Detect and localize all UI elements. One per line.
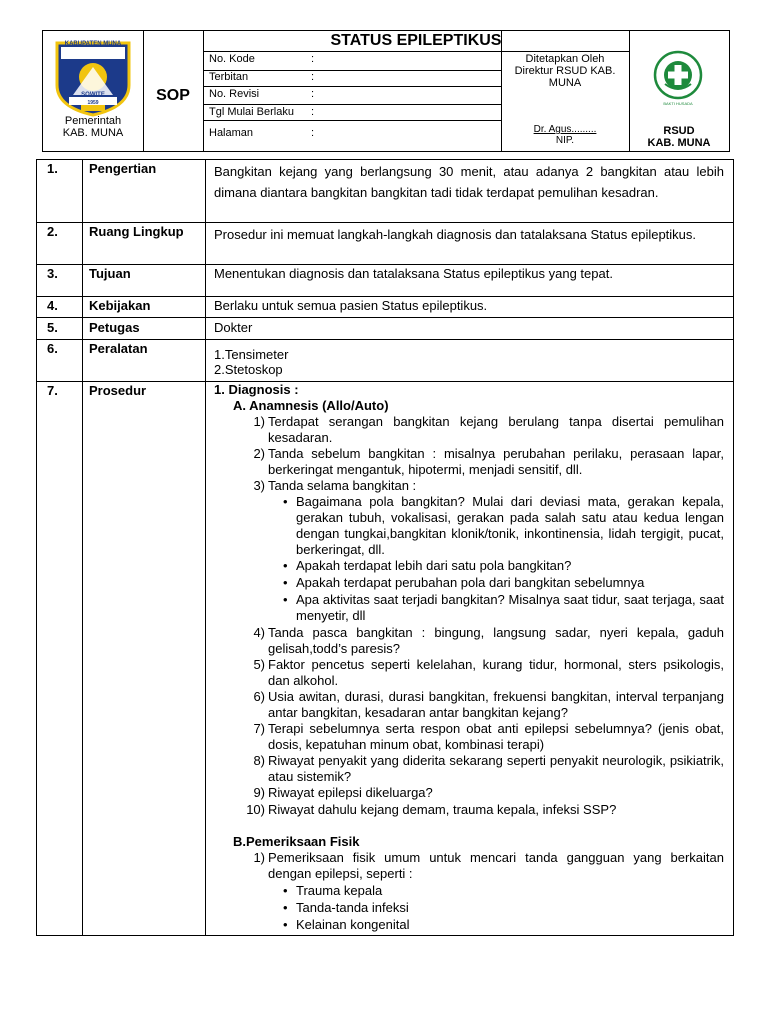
approval-line1: Ditetapkan Oleh — [525, 53, 605, 65]
sop-label: SOP — [156, 87, 190, 104]
row-2-text: Prosedur ini memuat langkah-langkah diagnosis dan tatalaksana Status epileptikus. — [214, 227, 697, 242]
diagnosis-title: 1. Diagnosis : — [214, 382, 299, 397]
anamnesis-num-4: 4) — [253, 625, 265, 640]
anamnesis-item-10: Riwayat dahulu kejang demam, trauma kepala, infeksi SSP? — [268, 802, 617, 817]
anamnesis-sub-2: Apakah terdapat lebih dari satu pola bangkitan? — [296, 558, 572, 573]
bullet-1: • — [283, 494, 288, 509]
fisik-num-1: 1) — [253, 850, 265, 865]
row-1-num: 1. — [47, 161, 58, 176]
rsud-line1: RSUD — [663, 125, 695, 137]
emblem-text-top: KABUPATEN MUNA — [64, 41, 122, 47]
field-no-revisi-label: No. Revisi — [209, 88, 260, 100]
anamnesis-item-6: Usia awitan, durasi, durasi bangkitan, frekuensi bangkitan, interval terpanjang antar bangkitan, kesadaran antar bangkitan kejang? — [268, 689, 724, 720]
row-6-label: Peralatan — [89, 341, 148, 356]
row-4-text: Berlaku untuk semua pasien Status epileptikus. — [214, 298, 488, 313]
anamnesis-item-7: Terapi sebelumnya serta respon obat anti epilepsi sebelumnya? (jenis obat, dosis, kepatuhan minum obat, kombinasi terapi) — [268, 721, 724, 752]
fisik-sub-3: Kelainan kongenital — [296, 917, 410, 932]
sop-header — [42, 30, 730, 152]
row-6-num: 6. — [47, 341, 58, 356]
field-terbitan-sep: : — [311, 71, 315, 83]
bakti-husada-logo — [653, 50, 703, 100]
fisik-item-1: Pemeriksaan fisik umum untuk mencari tanda gangguan yang berkaitan dengan epilepsi, seperti : — [268, 850, 724, 881]
page-title: STATUS EPILEPTIKUS — [330, 32, 502, 49]
row-5-text: Dokter — [214, 320, 253, 335]
row-6-item-2: 2.Stetoskop — [214, 362, 283, 377]
field-terbitan-label: Terbitan — [209, 71, 249, 83]
anamnesis-item-9: Riwayat epilepsi dikeluarga? — [268, 785, 433, 800]
fisik-bullet-3: • — [283, 917, 288, 932]
field-halaman-label: Halaman — [209, 127, 254, 139]
org-line2: KAB. MUNA — [62, 127, 124, 139]
bullet-2: • — [283, 558, 288, 573]
anamnesis-sub-1: Bagaimana pola bangkitan? Mulai dari deviasi mata, gerakan kepala, gerakan tubuh, vokalisasi, gerakan pada salah satu atau kedua lengan dengan tungkai,bangkitan klonik/tonik, inkontinensia, lidah tergigit, pucat, berkeringat, dll. — [296, 494, 724, 557]
row-7-num: 7. — [47, 383, 58, 398]
fisik-sub-1: Trauma kepala — [296, 883, 383, 898]
fisik-bullet-2: • — [283, 900, 288, 915]
bullet-4: • — [283, 592, 288, 607]
anamnesis-num-3: 3) — [253, 478, 265, 493]
anamnesis-num-9: 9) — [253, 785, 265, 800]
field-no-kode-sep: : — [311, 53, 315, 65]
signer-name: Dr. Agus......... — [533, 124, 597, 135]
row-2-num: 2. — [47, 224, 58, 239]
bullet-3: • — [283, 575, 288, 590]
anamnesis-sub-3: Apakah terdapat perubahan pola dari bangkitan sebelumnya — [296, 575, 645, 590]
fisik-bullet-1: • — [283, 883, 288, 898]
signer-nip: NIP. — [555, 135, 575, 146]
row-4-label: Kebijakan — [89, 298, 151, 313]
row-7-label: Prosedur — [89, 383, 147, 398]
emblem-year: 1959 — [87, 100, 99, 106]
anamnesis-title: A. Anamnesis (Allo/Auto) — [233, 398, 389, 413]
row-3-num: 3. — [47, 266, 58, 281]
fisik-title: B.Pemeriksaan Fisik — [233, 834, 360, 849]
anamnesis-num-5: 5) — [253, 657, 265, 672]
anamnesis-item-2: Tanda sebelum bangkitan : misalnya perubahan perilaku, perasaan lapar, berkeringat mengantuk, hipotermi, menjadi sensitif, dll. — [268, 446, 724, 477]
field-halaman-sep: : — [311, 127, 315, 139]
field-tgl-label: Tgl Mulai Berlaku — [209, 106, 294, 118]
anamnesis-item-8: Riwayat penyakit yang diderita sekarang seperti penyakit neurologik, psikiatrik, atau sistemik? — [268, 753, 724, 784]
field-no-revisi-sep: : — [311, 88, 315, 100]
row-5-num: 5. — [47, 320, 58, 335]
sop-content-table — [36, 159, 734, 936]
anamnesis-item-1: Terdapat serangan bangkitan kejang berulang tanpa disertai pemulihan kesadaran. — [268, 414, 724, 445]
field-no-kode-label: No. Kode — [209, 53, 255, 65]
row-3-label: Tujuan — [89, 266, 131, 281]
row-4-num: 4. — [47, 298, 58, 313]
anamnesis-num-10: 10) — [246, 802, 265, 817]
anamnesis-num-1: 1) — [253, 414, 265, 429]
anamnesis-sub-4: Apa aktivitas saat terjadi bangkitan? Misalnya saat tidur, saat terjaga, saat menyetir, dll — [296, 592, 724, 623]
anamnesis-num-2: 2) — [253, 446, 265, 461]
anamnesis-item-4: Tanda pasca bangkitan : bingung, langsung sadar, nyeri kepala, gaduh gelisah,todd’s paresis? — [268, 625, 724, 656]
row-1-label: Pengertian — [89, 161, 157, 176]
anamnesis-item-5: Faktor pencetus seperti kelelahan, kurang tidur, hormonal, sters psikologis, dan alkohol. — [268, 657, 724, 688]
field-tgl-sep: : — [311, 106, 315, 118]
bakti-husada-text: BAKTI HUSADA — [663, 101, 693, 106]
anamnesis-num-8: 8) — [253, 753, 265, 768]
org-line1: Pemerintah — [64, 115, 122, 127]
anamnesis-num-6: 6) — [253, 689, 265, 704]
fisik-sub-2: Tanda-tanda infeksi — [296, 900, 409, 915]
anamnesis-item-3: Tanda selama bangkitan : — [268, 478, 417, 493]
approval-line2: Direktur RSUD KAB. — [514, 65, 616, 77]
anamnesis-num-7: 7) — [253, 721, 265, 736]
row-1-text: Bangkitan kejang yang berlangsung 30 menit, atau adanya 2 bangkitan atau lebih dimana diantara bangkitan bangkitan tadi tidak terdapat pemulihan kesadran. — [214, 164, 724, 200]
approval-line3: MUNA — [548, 77, 582, 89]
row-6-item-1: 1.Tensimeter — [214, 347, 289, 362]
emblem-text-bottom: SOWITE — [81, 92, 105, 98]
row-3-text: Menentukan diagnosis dan tatalaksana Status epileptikus yang tepat. — [214, 266, 613, 281]
row-2-label: Ruang Lingkup — [89, 224, 184, 239]
row-5-label: Petugas — [89, 320, 140, 335]
rsud-line2: KAB. MUNA — [647, 137, 711, 149]
